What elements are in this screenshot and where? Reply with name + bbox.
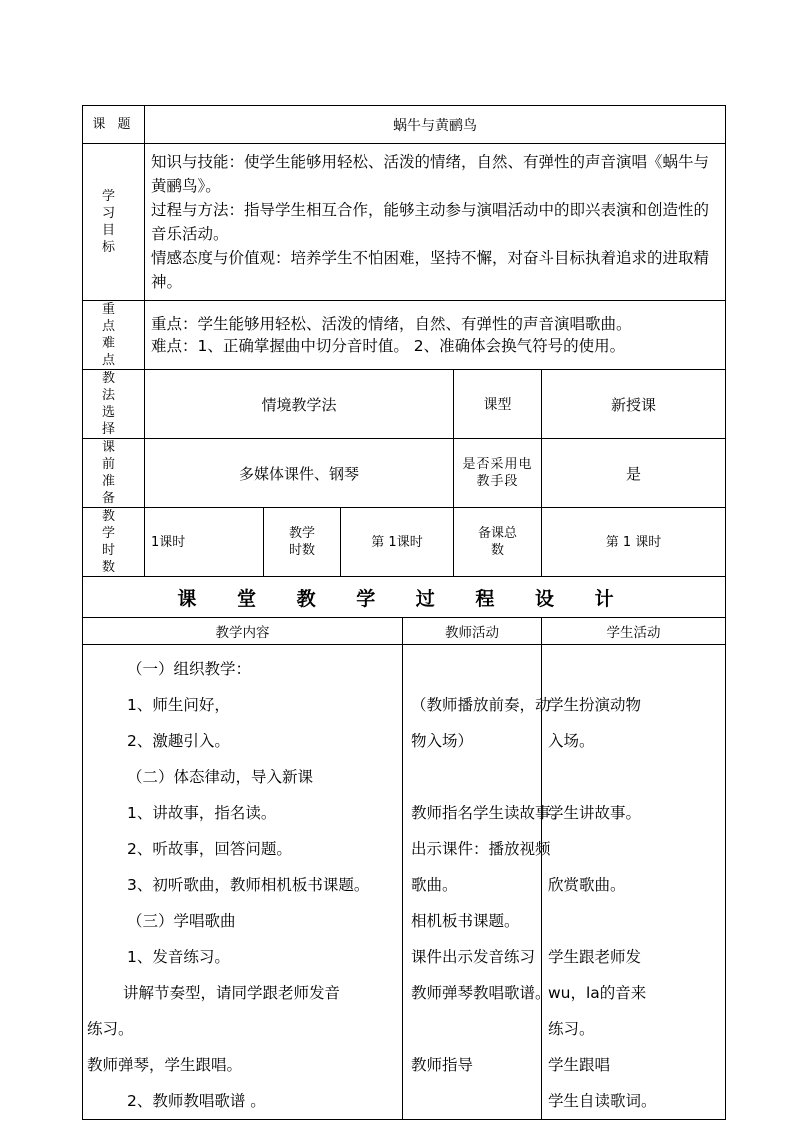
design-title-row: [83, 577, 726, 618]
student-line: 学生跟老师发: [548, 948, 642, 966]
method-row: [83, 370, 726, 439]
key-label: 重 点 难 点: [83, 301, 145, 370]
student-column: [542, 645, 726, 1120]
content-line: 1、讲故事，指名读。: [127, 804, 277, 822]
header-content: 教学内容: [83, 618, 403, 645]
content-line: 3、初听歌曲，教师相机板书课题。: [127, 876, 370, 894]
topic-label: 课 题: [83, 106, 145, 144]
media-value: 是: [542, 439, 726, 508]
method-label: 教 法 选 择: [83, 370, 145, 439]
content-line: 1、发音练习。: [127, 948, 230, 966]
hours-value: 1课时: [145, 508, 264, 577]
design-body-row: [83, 645, 726, 1120]
key-point: 重点：学生能够用轻松、活泼的情绪，自然、有弹性的声音演唱歌曲。: [151, 315, 632, 333]
teacher-line: 教师指名学生读故事。: [411, 804, 567, 822]
goal-process: 过程与方法：指导学生相互合作，能够主动参与演唱活动中的即兴表演和创造性的音乐活动。: [151, 201, 710, 243]
teacher-line: 相机板书课题。: [411, 912, 520, 930]
goal-label: 学 习 目 标: [83, 144, 145, 301]
period-value: 第 1课时: [341, 508, 454, 577]
student-line: 入场。: [548, 732, 595, 750]
type-label: 课型: [454, 370, 542, 439]
key-row: [83, 301, 726, 370]
teacher-line: （教师播放前奏，动: [411, 696, 551, 714]
content-line: （三）学唱歌曲: [127, 912, 236, 930]
teacher-column: [403, 645, 567, 1120]
hours-row: [83, 508, 726, 577]
prep-row: [83, 439, 726, 508]
header-teacher: 教师活动: [403, 618, 542, 645]
lesson-plan-table: [82, 105, 726, 1120]
method-value: 情境教学法: [145, 370, 454, 439]
goal-emotion: 情感态度与价值观：培养学生不怕困难，坚持不懈，对奋斗目标执着追求的进取精神。: [151, 249, 710, 291]
student-line: [548, 651, 725, 687]
content-line: 2、听故事，回答问题。: [127, 840, 292, 858]
content-line: 1、师生问好，: [127, 696, 230, 714]
difficulty: 难点：1、正确掌握曲中切分音时值。 2、准确体会换气符号的使用。: [151, 337, 626, 355]
teacher-line: 课件出示发音练习: [411, 948, 536, 966]
student-line: 学生自读歌词。: [548, 1092, 657, 1110]
content-line: 讲解节奏型，请同学跟老师发音: [123, 984, 341, 1002]
student-line: 学生扮演动物: [548, 696, 642, 714]
student-line: [548, 831, 725, 867]
design-title: 课 堂 教 学 过 程 设 计: [83, 577, 726, 618]
teacher-line: 出示课件：播放视频: [411, 840, 551, 858]
key-content: [145, 301, 726, 370]
period-label: 教学时数: [264, 508, 341, 577]
prep-value: 多媒体课件、钢琴: [145, 439, 454, 508]
prep-label: 课 前 准 备: [83, 439, 145, 508]
goal-knowledge: 知识与技能：使学生能够用轻松、活泼的情绪，自然、有弹性的声音演唱《蜗牛与黄鹂鸟》。: [151, 153, 710, 195]
teacher-line: [411, 759, 541, 795]
content-line: （二）体态律动，导入新课: [127, 768, 314, 786]
student-line: wu，la的音来: [548, 984, 647, 1002]
design-header-row: [83, 618, 726, 645]
prep-hours-label: 备课总数: [454, 508, 542, 577]
goal-content: [145, 144, 726, 301]
teacher-line: 歌曲。: [411, 876, 458, 894]
teacher-line: 教师指导: [411, 1056, 474, 1074]
content-line: 2、激趣引入。: [127, 732, 230, 750]
student-line: 学生跟唱: [548, 1056, 611, 1074]
student-line: [548, 903, 725, 939]
goal-row: [83, 144, 726, 301]
media-label: 是否采用电教手段: [454, 439, 542, 508]
teacher-line: [411, 1083, 541, 1119]
student-line: 练习。: [548, 1020, 595, 1038]
type-value: 新授课: [542, 370, 726, 439]
teacher-line: 教师弹琴教唱歌谱。: [411, 984, 551, 1002]
student-line: 学生讲故事。: [548, 804, 642, 822]
student-line: 欣赏歌曲。: [548, 876, 626, 894]
content-line: 练习。: [87, 1020, 134, 1038]
topic-row: [83, 106, 726, 144]
header-student: 学生活动: [542, 618, 726, 645]
content-line: 教师弹琴，学生跟唱。: [87, 1056, 243, 1074]
teacher-line: 物入场）: [411, 732, 474, 750]
content-line: 2、教师教唱歌谱 。: [127, 1092, 266, 1110]
teacher-line: [411, 1011, 541, 1047]
hours-label: 教 学 时 数: [83, 508, 145, 577]
teacher-line: [411, 651, 541, 687]
topic-value: 蜗牛与黄鹂鸟: [145, 106, 726, 144]
content-column: [83, 645, 403, 1120]
content-line: （一）组织教学：: [127, 660, 252, 678]
prep-hours-value: 第 1 课时: [542, 508, 726, 577]
student-line: [548, 759, 725, 795]
